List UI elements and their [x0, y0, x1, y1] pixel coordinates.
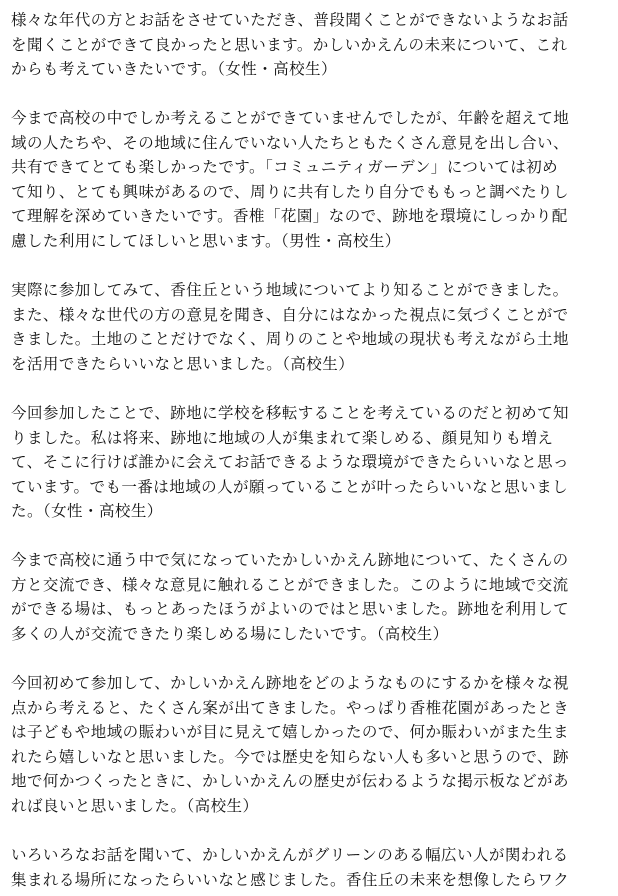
comment-line: を活用できたらいいなと思いました。（高校生）: [11, 354, 355, 373]
comment-line: て理解を深めていきたいです。香椎「花園」なので、跡地を環境にしっかり配: [11, 207, 568, 225]
comment-line: いろいろなお話を聞いて、かしいかえんがグリーンのある幅広い人が関われる: [11, 846, 569, 864]
comment-paragraph: [11, 843, 569, 892]
comment-line: は子どもや地域の賑わいが目に見えて嬉しかったので、何か賑わいがまた生ま: [11, 723, 569, 741]
comment-paragraph: [11, 548, 569, 646]
comment-paragraph: [11, 401, 569, 524]
comment-paragraph: [11, 8, 569, 82]
comment-line: 点から考えると、たくさん案が出てきました。やっぱり香椎花園があったとき: [11, 698, 570, 717]
comment-line: 今まで高校に通う中で気になっていたかしいかえん跡地について、たくさんの: [11, 551, 569, 569]
comment-line: 今まで高校の中でしか考えることができていませんでしたが、年齢を超えて地: [11, 109, 570, 127]
comment-line: 域の人たちや、その地域に住んでいない人たちともたくさん意見を出し合い、: [11, 133, 569, 152]
comment-line: 地で何かつくったときに、かしいかえんの歴史が伝わるような掲示板などがあ: [11, 772, 569, 790]
comment-line: れば良いと思いました。（高校生）: [11, 796, 259, 815]
comment-line: また、様々な世代の方の意見を聞き、自分にはなかった視点に気づくことがで: [11, 305, 569, 324]
comment-line: て知り、とても興味があるので、周りに共有したり自分でももっと調べたりし: [11, 182, 569, 201]
comment-line: からも考えていきたいです。（女性・高校生）: [11, 60, 337, 78]
comment-paragraph: [11, 278, 569, 376]
comment-line: 実際に参加してみて、香住丘という地域についてより知ることができました。: [11, 281, 569, 299]
comment-line: を聞くことができて良かったと思います。かしいかえんの未来について、これ: [11, 35, 568, 54]
comment-line: ができる場は、もっとあったほうがよいのではと思いました。跡地を利用して: [11, 600, 570, 618]
comment-line: た。（女性・高校生）: [11, 502, 163, 520]
comment-line: れたら嬉しいなと思いました。今では歴史を知らない人も多いと思うので、跡: [11, 747, 569, 766]
comment-line: 今回参加したことで、跡地に学校を移転することを考えているのだと初めて知: [11, 404, 569, 422]
comment-line: 様々な年代の方とお話をさせていただき、普段聞くことができないようなお話: [11, 11, 569, 29]
comment-line: 今回初めて参加して、かしいかえん跡地をどのようなものにするかを様々な視: [11, 674, 569, 692]
comment-line: きました。土地のことだけでなく、周りのことや地域の現状も考えながら土地: [11, 330, 569, 348]
comment-line: て、そこに行けば誰かに会えてお話できるような環境ができたらいいなと思っ: [11, 453, 569, 471]
comment-line: 慮した利用にしてほしいと思います。（男性・高校生）: [11, 231, 401, 250]
comment-line: 集まれる場所になったらいいなと感じました。香住丘の未来を想像したらワク: [11, 870, 570, 889]
comment-paragraph: [11, 106, 569, 253]
comment-line: りました。私は将来、跡地に地域の人が集まれて楽しめる、顔見知りも増え: [11, 428, 554, 447]
comment-line: ています。でも一番は地域の人が願っていることが叶ったらいいなと思いまし: [11, 477, 569, 496]
comment-line: 多くの人が交流できたり楽しめる場にしたいです。（高校生）: [11, 624, 449, 643]
comment-line: 方と交流でき、様々な意見に触れることができました。このように地域で交流: [11, 575, 569, 594]
comment-paragraph: [11, 671, 569, 818]
comment-line: 共有できてとても楽しかったです。「コミュニティガーデン」については初め: [11, 158, 559, 176]
